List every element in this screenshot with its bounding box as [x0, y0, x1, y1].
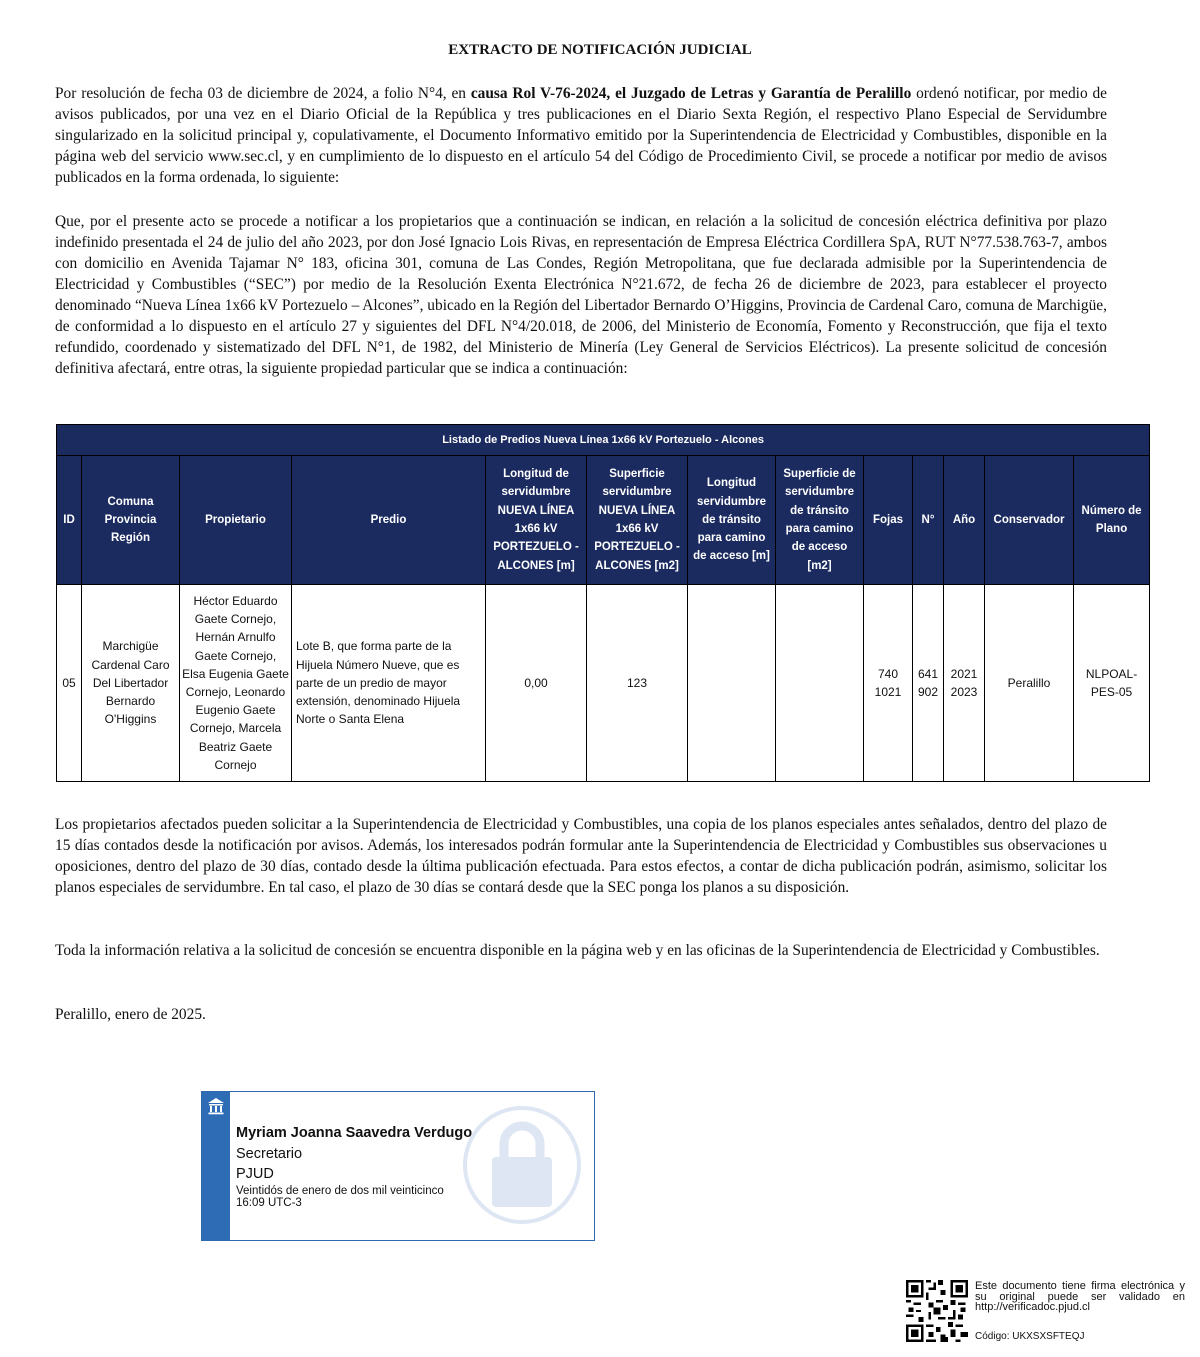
- p1-text-end: ordenó notificar, por medio de avisos publicados, por una vez en el Diario Oficial de la República y tres publicaciones en el Diario Sexta Región, el respectivo Plano Especial de Servidumbre singularizado en la solicitud principal y, copulativamente, el Documento Informativo emitido por la Superintendencia de Electricidad y Combustibles, disponible en la página web del servicio www.sec.cl, y en cumplimiento de lo dispuesto en el artículo 54 del Código de Procedimiento Civil, se procede a notificar por medio de avisos publicados en la forma ordenada, lo siguiente:: [55, 85, 1107, 186]
- header-id: ID: [57, 456, 82, 585]
- header-conservador: Conservador: [985, 456, 1074, 585]
- paragraph-notification: Que, por el presente acto se procede a notificar a los propietarios que a continuación se indican, en relación a la solicitud de concesión eléctrica definitiva por plazo indefinido presentada el 24 de julio del año 2023, por don José Ignacio Lois Rivas, en representación de Empresa Eléctrica Cordillera SpA, RUT N°77.538.763-7, ambos con domicilio en Avenida Tajamar N° 183, oficina 301, comuna de Las Condes, Región Metropolitana, que fue declarada admisible por la Superintendencia de Electricidad y Combustibles (“SEC”) por medio de la Resolución Exenta Electrónica N°21.672, de fecha 26 de diciembre de 2023, para establecer el proyecto denominado “Nueva Línea 1x66 kV Portezuelo – Alcones”, ubicado en la Región del Libertador Bernardo O’Higgins, Provincia de Cardenal Caro, comuna de Marchigüe, de conformidad a lo dispuesto en el artículo 27 y siguientes del DFL N°4/20.018, de 2006, del Ministerio de Economía, Fomento y Reconstrucción, que fija el texto refundido, coordenado y sistematizado del DFL N°1, de 1982, del Ministerio de Minería (Ley General de Servicios Eléctricos). La presente solicitud de concesión definitiva afectará, entre otras, la siguiente propiedad particular que se indica a continuación:: [55, 213, 1107, 377]
- header-superficie-transito: Superficie de servidumbre de tránsito para camino de acceso [m2]: [776, 456, 864, 585]
- header-propietario: Propietario: [180, 456, 292, 585]
- document-title: EXTRACTO DE NOTIFICACIÓN JUDICIAL: [448, 42, 752, 58]
- table-caption: Listado de Predios Nueva Línea 1x66 kV Portezuelo - Alcones: [57, 425, 1150, 456]
- place-date: Peralillo, enero de 2025.: [55, 1006, 206, 1023]
- cell-longitud: 0,00: [486, 585, 587, 782]
- verification-text: Este documento tiene firma electrónica y su original puede ser validado en http://verificadoc.pjud.cl: [975, 1280, 1185, 1313]
- qr-code-icon: [906, 1280, 968, 1342]
- cell-superficie-transito: [776, 585, 864, 782]
- cell-anio: 2021 2023: [944, 585, 985, 782]
- paragraph-resolution: [55, 83, 1107, 188]
- header-superficie: Superficie servidumbre NUEVA LÍNEA 1x66 kV PORTEZUELO - ALCONES [m2]: [587, 456, 688, 585]
- padlock-icon: [462, 1100, 582, 1230]
- header-predio: Predio: [292, 456, 486, 585]
- cell-longitud-transito: [688, 585, 776, 782]
- header-longitud-transito: Longitud servidumbre de tránsito para camino de acceso [m]: [688, 456, 776, 585]
- header-comuna: Comuna Provincia Región: [82, 456, 180, 585]
- cell-plano: NLPOAL-PES-05: [1074, 585, 1150, 782]
- p1-text-start: Por resolución de fecha 03 de diciembre de 2024, a folio N°4, en: [55, 85, 471, 102]
- header-fojas: Fojas: [864, 456, 913, 585]
- signer-organization: PJUD: [236, 1166, 274, 1182]
- cell-numero: 641 902: [913, 585, 944, 782]
- properties-table: [56, 424, 1150, 782]
- header-anio: Año: [944, 456, 985, 585]
- cell-comuna: Marchigüe Cardenal Caro Del Libertador Bernardo O'Higgins: [82, 585, 180, 782]
- signature-time: 16:09 UTC-3: [236, 1196, 302, 1209]
- table-row: [57, 585, 1150, 782]
- signature-date: [236, 1186, 444, 1209]
- signer-name: Myriam Joanna Saavedra Verdugo: [236, 1125, 473, 1141]
- paragraph-rights: Los propietarios afectados pueden solicitar a la Superintendencia de Electricidad y Combustibles, una copia de los planos especiales antes señalados, dentro del plazo de 15 días contados desde la notificación por avisos. Además, los interesados podrán formular ante la Superintendencia de Electricidad y Combustibles sus observaciones u oposiciones, dentro del plazo de 30 días, contado desde la última publicación efectuada. Para estos efectos, a contar de dicha publicación podrán, asimismo, solicitar los planos especiales de servidumbre. En tal caso, el plazo de 30 días se contará desde que la SEC ponga los planos a su disposición.: [55, 816, 1107, 896]
- signature-side-bar: [202, 1092, 230, 1240]
- cell-superficie: 123: [587, 585, 688, 782]
- cell-id: 05: [57, 585, 82, 782]
- paragraph-information: Toda la información relativa a la solicitud de concesión se encuentra disponible en la página web y en las oficinas de la Superintendencia de Electricidad y Combustibles.: [55, 942, 1100, 959]
- table-header-row: [57, 456, 1150, 585]
- verification-code: Código: UKXSXSFTEQJ: [975, 1331, 1085, 1342]
- cell-propietario: Héctor Eduardo Gaete Cornejo, Hernán Arnulfo Gaete Cornejo, Elsa Eugenia Gaete Cornejo, Leonardo Eugenio Gaete Cornejo, Marcela Beatriz Gaete Cornejo: [180, 585, 292, 782]
- header-numero: N°: [913, 456, 944, 585]
- header-plano: Número de Plano: [1074, 456, 1150, 585]
- electronic-signature-box: [201, 1091, 595, 1241]
- p1-case-reference: causa Rol V-76-2024, el Juzgado de Letras y Garantía de Peralillo: [470, 85, 912, 102]
- header-longitud: Longitud de servidumbre NUEVA LÍNEA 1x66 kV PORTEZUELO - ALCONES [m]: [486, 456, 587, 585]
- cell-predio: Lote B, que forma parte de la Hijuela Número Nueve, que es parte de un predio de mayor extensión, denominado Hijuela Norte o Santa Elena: [292, 585, 486, 782]
- institution-icon: [206, 1096, 226, 1116]
- cell-conservador: Peralillo: [985, 585, 1074, 782]
- cell-fojas: 740 1021: [864, 585, 913, 782]
- signature-date-text: Veintidós de enero de dos mil veinticinco: [236, 1185, 444, 1197]
- signer-role: Secretario: [236, 1146, 303, 1162]
